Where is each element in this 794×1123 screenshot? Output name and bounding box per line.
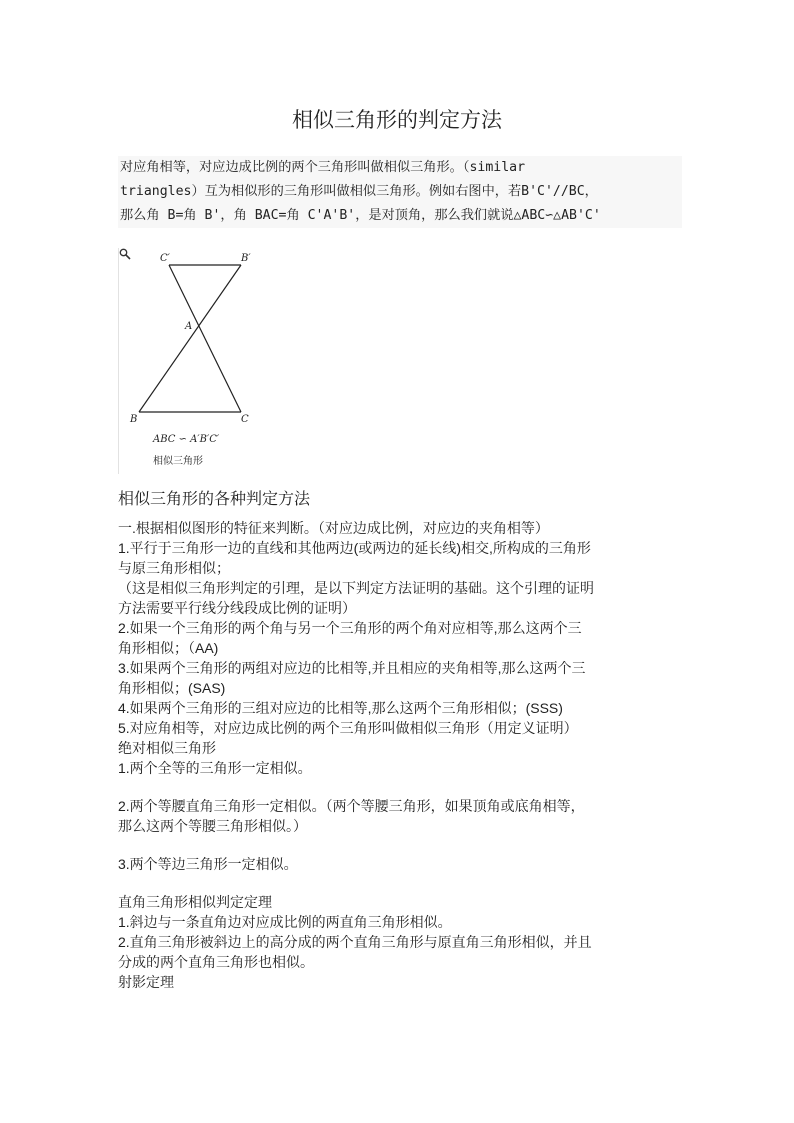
text-line: 分成的两个直角三角形也相似。 <box>118 954 314 970</box>
text-line: 角形相似；(SAS) <box>118 680 226 696</box>
text-line: 1.两个全等的三角形一定相似。 <box>118 760 312 776</box>
intro-line: 对应角相等，对应边成比例的两个三角形叫做相似三角形。（similar <box>120 160 526 175</box>
section-heading: 相似三角形的各种判定方法 <box>118 489 311 508</box>
label-c-prime: C′ <box>160 253 170 264</box>
text-line: 与原三角形相似； <box>118 560 230 576</box>
intro-line: triangles）互为相似形的三角形叫做相似三角形。例如右图中，若B'C'//BC， <box>120 184 598 199</box>
figure-caption: 相似三角形 <box>153 456 203 467</box>
text-line: 那么这两个等腰三角形相似。） <box>118 818 307 834</box>
text-line: 2.直角三角形被斜边上的高分成的两个直角三角形与原直角三角形相似，并且 <box>118 934 592 950</box>
similarity-relation: ABC ∽ A′B′C′ <box>153 434 220 445</box>
segment-b-prime-b <box>139 265 241 412</box>
magnifier-icon[interactable] <box>119 248 131 260</box>
page-title: 相似三角形的判定方法 <box>292 108 502 132</box>
label-b: B <box>130 414 138 425</box>
text-line: 1.平行于三角形一边的直线和其他两边(或两边的延长线)相交,所构成的三角形 <box>118 540 591 556</box>
text-line: 3.如果两个三角形的两组对应边的比相等,并且相应的夹角相等,那么这两个三 <box>118 660 586 676</box>
text-line: 2.两个等腰直角三角形一定相似。（两个等腰三角形，如果顶角或底角相等， <box>118 798 585 814</box>
label-b-prime: B′ <box>241 253 251 264</box>
text-line: 绝对相似三角形 <box>118 740 216 756</box>
intro-line: 那么角 B=角 B'，角 BAC=角 C'A'B'，是对顶角，那么我们就说△ABC∽△AB'C' <box>120 208 601 223</box>
text-line: 角形相似；（AA) <box>118 640 219 656</box>
label-a: A <box>185 321 193 332</box>
label-c: C <box>241 414 249 425</box>
text-line: 方法需要平行线分线段成比例的证明） <box>118 600 356 616</box>
text-line: 5.对应角相等，对应边成比例的两个三角形叫做相似三角形（用定义证明） <box>118 720 578 736</box>
text-line: 射影定理 <box>118 974 174 990</box>
text-line: 2.如果一个三角形的两个角与另一个三角形的两个角对应相等,那么这两个三 <box>118 620 582 636</box>
intro-paragraph <box>118 156 682 228</box>
segment-c-prime-c <box>169 265 241 412</box>
text-line: 4.如果两个三角形的三组对应边的比相等,那么这两个三角形相似；(SSS) <box>118 700 563 716</box>
text-line: 直角三角形相似判定定理 <box>118 894 272 910</box>
text-line: （这是相似三角形判定的引理，是以下判定方法证明的基础。这个引理的证明 <box>118 580 594 596</box>
text-line: 一.根据相似图形的特征来判断。（对应边成比例，对应边的夹角相等） <box>118 520 549 536</box>
similar-triangles-figure <box>118 248 259 474</box>
triangle-diagram <box>119 248 259 474</box>
text-line: 3.两个等边三角形一定相似。 <box>118 856 298 872</box>
judgment-methods-text <box>118 518 688 992</box>
text-line: 1.斜边与一条直角边对应成比例的两直角三角形相似。 <box>118 914 452 930</box>
